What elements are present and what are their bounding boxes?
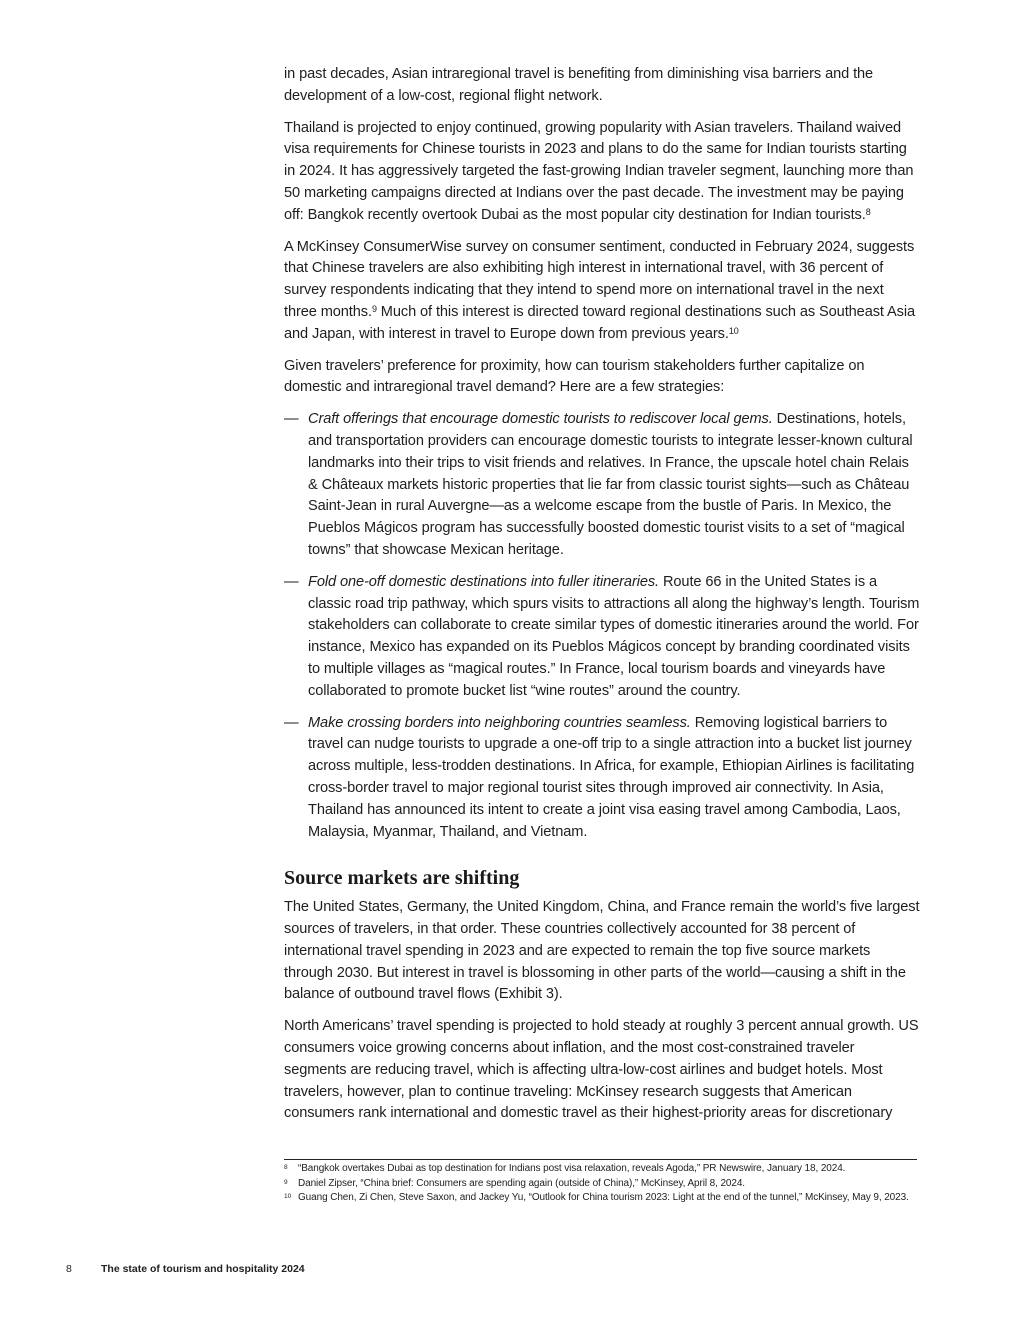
footnote-divider [284,1159,917,1160]
bullet-text [308,713,920,844]
main-column [284,64,920,1135]
page-number: 8 [66,1263,72,1275]
bullet-lead: Craft offerings that encourage domestic tourists to rediscover local gems. [308,411,773,428]
bullet-text [308,572,920,703]
footnote-item [284,1191,920,1206]
source-markets-paragraph-2: North Americans’ travel spending is projected to hold steady at roughly 3 percent annual growth. US consumers voice growing concerns about inflation, and the most cost-constrained traveler segments are reducing travel, which is affecting ultra-low-cost airlines and budget hotels. Most travelers, however, plan to continue traveling: McKinsey research suggests that American consumers rank international and domestic travel as their highest-priority areas for discretionary [284,1018,919,1122]
bullet-lead: Make crossing borders into neighboring countries seamless. [308,714,691,731]
source-markets-paragraph-1: The United States, Germany, the United Kingdom, China, and France remain the world’s five largest sources of travelers, in that order. These countries collectively accounted for 38 percent of international travel spending in 2023 and are expected to remain the top five source markets through 2030. But interest in travel is blossoming in other parts of the world—causing a shift in the balance of outbound travel flows (Exhibit 3). [284,899,920,1003]
intro-paragraph: in past decades, Asian intraregional travel is benefiting from diminishing visa barriers and the development of a low-cost, regional flight network. [284,66,874,104]
footnote-ref-10[interactable]: 10 [728,325,739,336]
bullet-lead: Fold one-off domestic destinations into fuller itineraries. [308,573,660,590]
bullet-text [308,409,920,562]
thailand-paragraph [284,118,920,227]
bullet-body: Route 66 in the United States is a classic road trip pathway, which spurs visits to attractions all along the highway’s length. Tourism stakeholders can collaborate to create similar types of domestic itineraries around the world. For instance, Mexico has expanded on its Pueblos Mágicos concept by branding coordinated visits to multiple villages as “magical routes.” In France, local tourism boards and vineyards have collaborated to promote bucket list “wine routes” around the country. [308,573,920,699]
bullet-dash: — [284,411,299,428]
bullet-body: Destinations, hotels, and transportation providers can encourage domestic tourists to integrate lesser-known cultural landmarks into their trips to visit friends and relatives. In France, the upscale hotel chain Relais & Châteaux markets historic properties that lie far from classic tourist sights—such as Château Saint-Jean in rural Auvergne—as a welcome escape from the bustle of Paris. In Mexico, the Pueblos Mágicos program has successfully boosted domestic tourist visits to a set of “magical towns” that showcase Mexican heritage. [308,411,913,558]
footnote-number: 8 [284,1164,288,1171]
bullet-body: Removing logistical barriers to travel can nudge tourists to upgrade a one-off trip to a single attraction into a bucket list journey across multiple, less-trodden destinations. In Africa, for example, Ethiopian Airlines is facilitating cross-border travel to major regional tourist sites through improved air connectivity. In Asia, Thailand has announced its intent to create a joint visa easing travel among Cambodia, Laos, Malaysia, Myanmar, Thailand, and Vietnam. [308,714,915,840]
strategies-intro: Given travelers’ preference for proximity, how can tourism stakeholders further capitalize on domestic and intraregional travel demand? Here are a few strategies: [284,357,865,396]
survey-paragraph [284,237,920,346]
bullet-dash: — [284,573,299,590]
section-heading: Source markets are shifting [284,867,520,890]
footnote-text: Guang Chen, Zi Chen, Steve Saxon, and Jackey Yu, “Outlook for China tourism 2023: Light at the end of the tunnel,” McKinsey, May 9, 2023. [298,1192,909,1203]
footnote-number: 9 [284,1178,288,1186]
strategy-bullet-2 [284,572,920,703]
footnote-text: Daniel Zipser, “China brief: Consumers are spending again (outside of China),” McKinsey, April 8, 2024. [298,1177,745,1189]
publication-title: The state of tourism and hospitality 2024 [101,1263,305,1275]
bullet-dash: — [284,714,299,731]
footnote-item [284,1177,920,1192]
footnote-ref-8[interactable]: 8 [865,206,871,217]
strategy-bullet-3 [284,713,920,844]
footnote-number: 10 [284,1193,292,1200]
thailand-text: Thailand is projected to enjoy continued, growing popularity with Asian travelers. Thailand waived visa requirements for Chinese tourists in 2023 and plans to do the same for Indian tourists starting in 2024. It has aggressively targeted the fast-growing Indian traveler segment, launching more than 50 marketing campaigns directed at Indians over the past decade. The investment may be paying off: Bangkok recently overtook Dubai as the most popular city destination for Indian tourists. [284,119,914,223]
footnote-ref-9[interactable]: 9 [371,303,377,314]
strategy-bullet-1 [284,409,920,562]
footnotes [284,1162,920,1206]
footnote-item [284,1162,920,1177]
footnote-text: “Bangkok overtakes Dubai as top destination for Indians post visa relaxation, reveals Agoda,” PR Newswire, January 18, 2024. [298,1163,846,1174]
survey-text-b: Much of this interest is directed toward regional destinations such as Southeast Asia and Japan, with interest in travel to Europe down from previous years. [284,303,915,342]
survey-text-a: A McKinsey ConsumerWise survey on consumer sentiment, conducted in February 2024, suggests that Chinese travelers are also exhibiting high interest in international travel, with 36 percent of survey respondents indicating that they intend to spend more on international travel in the next three months. [284,238,915,320]
